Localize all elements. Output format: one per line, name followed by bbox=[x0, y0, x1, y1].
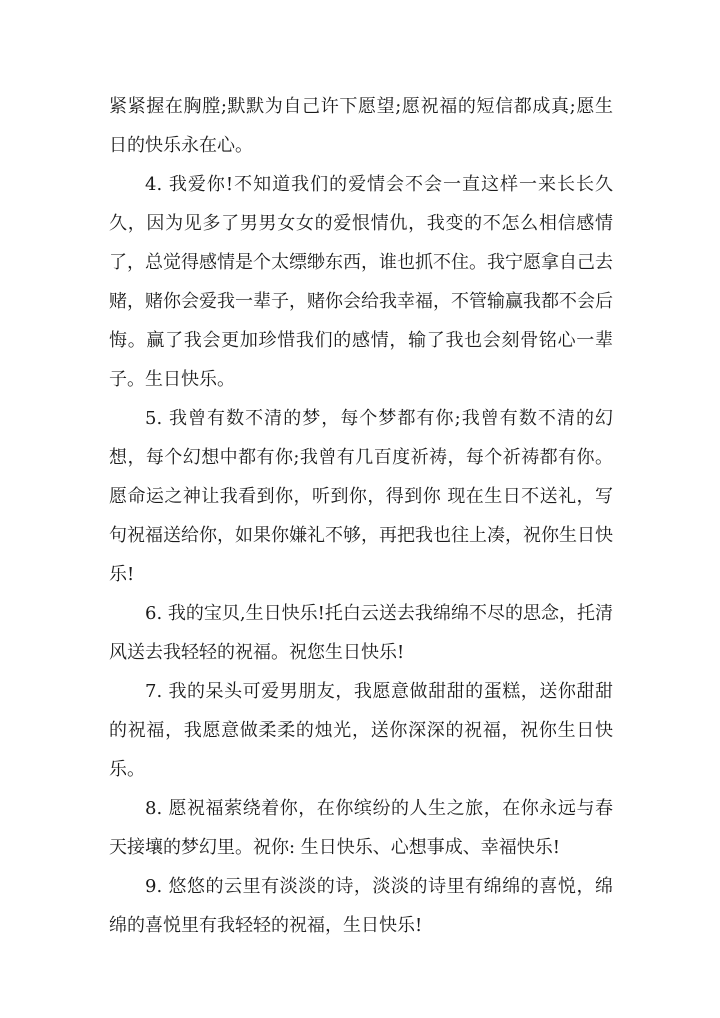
paragraph-item-8: 8. 愿祝福萦绕着你，在你缤纷的人生之旅，在你永远与春天接壤的梦幻里。祝你: 生日快乐、心想事成、幸福快乐! bbox=[109, 798, 613, 858]
document-body bbox=[109, 87, 613, 945]
paragraph-item-7: 7. 我的呆头可爱男朋友，我愿意做甜甜的蛋糕，送你甜甜的祝福，我愿意做柔柔的烛光，送你深深的祝福，祝你生日快乐。 bbox=[109, 681, 613, 780]
paragraph-item-5: 5. 我曾有数不清的梦，每个梦都有你;我曾有数不清的幻想，每个幻想中都有你;我曾有几百度祈祷，每个祈祷都有你。愿命运之神让我看到你，听到你，得到你 现在生日不送礼，写句祝福送给你，如果你嫌礼不够，再把我也往上凑，祝你生日快乐! bbox=[109, 408, 613, 585]
paragraph-item-4: 4. 我爱你!不知道我们的爱情会不会一直这样一来长长久久，因为见多了男男女女的爱恨情仇，我变的不怎么相信感情了，总觉得感情是个太缥缈东西，谁也抓不住。我宁愿拿自己去赌，赌你会爱我一辈子，赌你会给我幸福，不管输赢我都不会后悔。赢了我会更加珍惜我们的感情，输了我也会刻骨铭心一辈子。生日快乐。 bbox=[109, 174, 613, 390]
paragraph-item-6: 6. 我的宝贝,生日快乐!托白云送去我绵绵不尽的思念，托清风送去我轻轻的祝福。祝您生日快乐! bbox=[109, 603, 613, 663]
paragraph-item-9: 9. 悠悠的云里有淡淡的诗，淡淡的诗里有绵绵的喜悦，绵绵的喜悦里有我轻轻的祝福，生日快乐! bbox=[109, 876, 613, 936]
paragraph-continuation: 紧紧握在胸膛;默默为自己许下愿望;愿祝福的短信都成真;愿生日的快乐永在心。 bbox=[109, 96, 613, 156]
